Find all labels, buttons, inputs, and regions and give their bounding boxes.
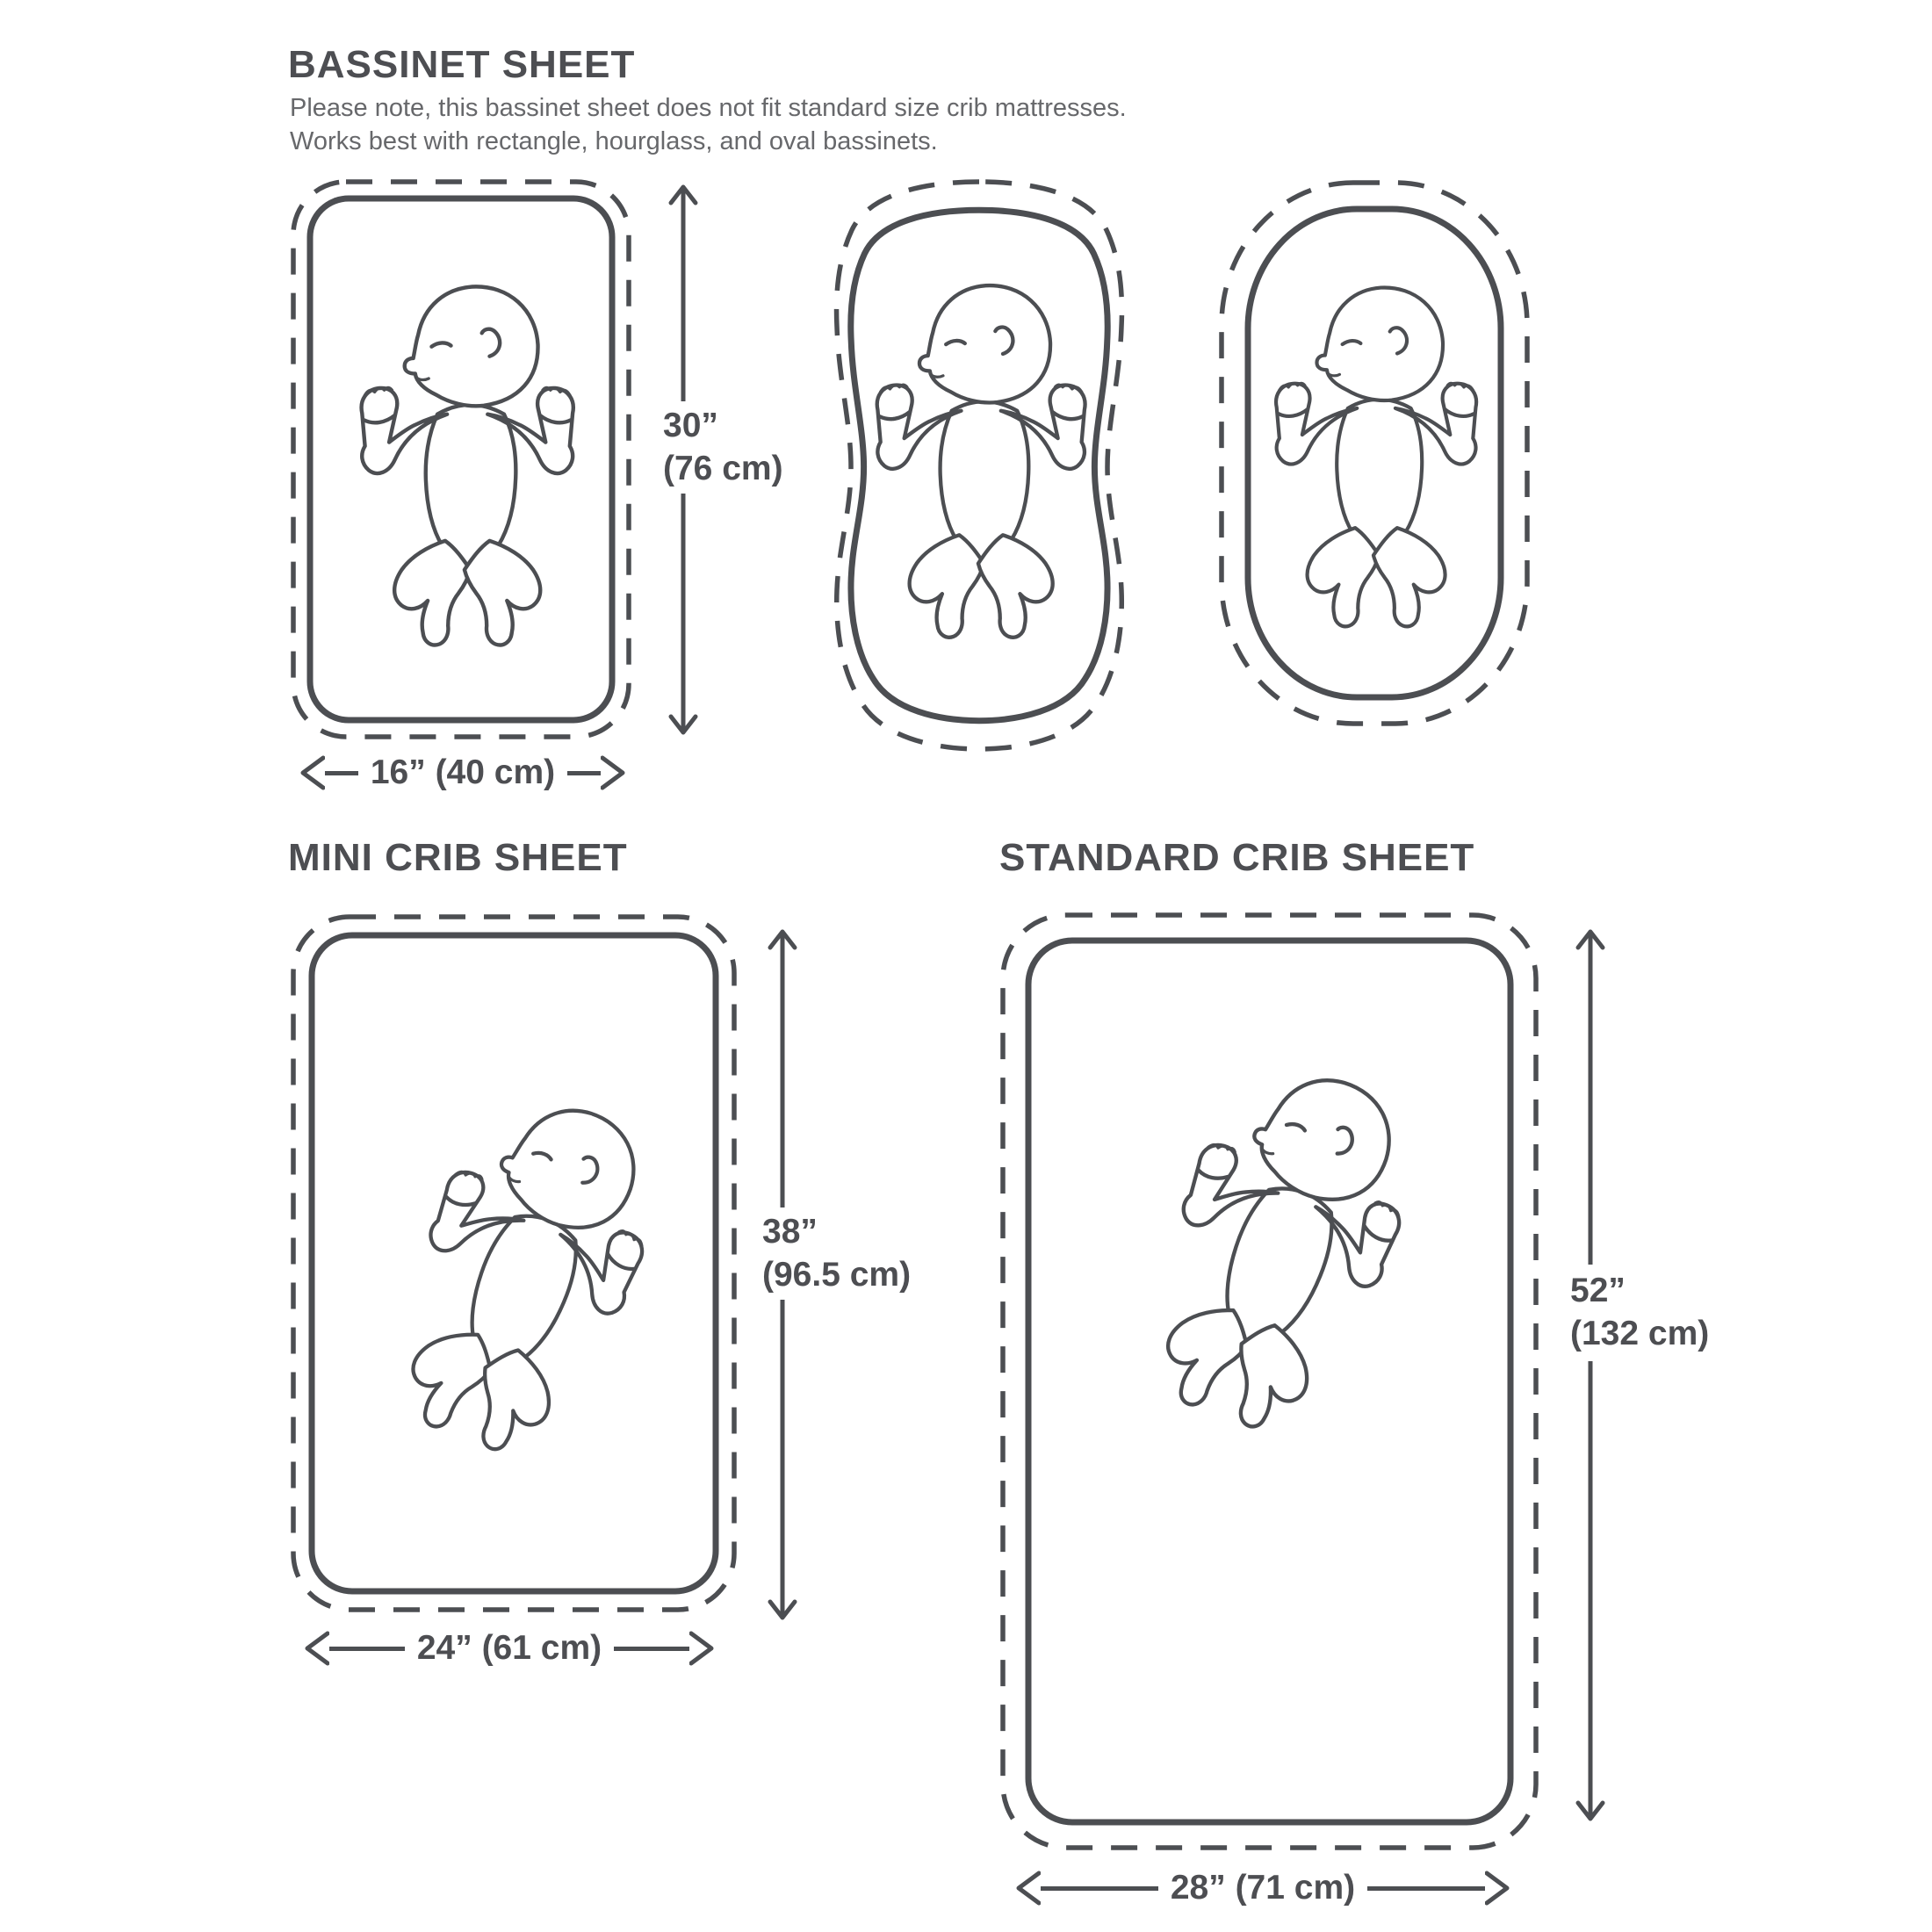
standard-crib-section-title: STANDARD CRIB SHEET — [999, 836, 1475, 879]
dimension-line — [1041, 1886, 1158, 1891]
bassinet-oval-shape — [1216, 177, 1532, 729]
bassinet-height-dimension — [663, 182, 874, 738]
standard-crib-height-dimension — [1570, 926, 1781, 1824]
dimension-down-arrow-icon — [1570, 1361, 1611, 1824]
bassinet-width-label: 16” (40 cm) — [370, 753, 556, 791]
dimension-line — [614, 1647, 689, 1651]
dimension-line — [567, 771, 601, 775]
mini-crib-shape — [290, 913, 738, 1613]
height-value: 52” — [1570, 1272, 1626, 1310]
height-metric: (132 cm) — [1570, 1315, 1710, 1352]
bassinet-section-title: BASSINET SHEET — [288, 43, 636, 86]
bassinet-note — [290, 91, 1127, 158]
bassinet-note-line2: Works best with rectangle, hourglass, and oval bassinets. — [290, 127, 938, 155]
height-value: 30” — [663, 406, 718, 444]
dimension-line — [325, 771, 358, 775]
dimension-up-arrow-icon — [1570, 926, 1611, 1265]
height-metric: (76 cm) — [663, 449, 783, 487]
baby-figure — [362, 286, 573, 645]
baby-figure — [365, 1075, 682, 1474]
baby-figure — [1276, 287, 1476, 626]
dimension-right-arrow-icon — [601, 753, 629, 793]
bassinet-note-line1: Please note, this bassinet sheet does not fit standard size crib mattresses. — [290, 94, 1127, 122]
standard-crib-width-dimension — [1013, 1868, 1513, 1908]
dimension-down-arrow-icon — [762, 1300, 803, 1623]
standard-crib-height-label — [1570, 1265, 1709, 1361]
baby-figure — [1120, 1045, 1438, 1451]
standard-crib-shape — [999, 912, 1539, 1851]
mini-crib-width-dimension — [301, 1628, 717, 1669]
dimension-left-arrow-icon — [301, 1628, 329, 1669]
dimension-left-arrow-icon — [1013, 1868, 1041, 1908]
bassinet-rectangle-shape — [290, 178, 632, 740]
dimension-line — [1367, 1886, 1485, 1891]
mini-crib-height-dimension — [762, 926, 973, 1623]
dimension-up-arrow-icon — [762, 926, 803, 1208]
baby-figure — [877, 285, 1085, 638]
bassinet-height-label — [663, 401, 783, 494]
dimension-up-arrow-icon — [663, 182, 703, 401]
standard-crib-width-label: 28” (71 cm) — [1170, 1869, 1356, 1907]
dimension-down-arrow-icon — [663, 494, 703, 738]
mini-crib-height-label — [762, 1208, 911, 1300]
dimension-left-arrow-icon — [297, 753, 325, 793]
dimension-right-arrow-icon — [689, 1628, 717, 1669]
bassinet-width-dimension — [297, 753, 629, 793]
mini-crib-section-title: MINI CRIB SHEET — [288, 836, 628, 879]
height-metric: (96.5 cm) — [762, 1255, 912, 1294]
dimension-line — [329, 1647, 405, 1651]
height-value: 38” — [762, 1212, 818, 1251]
mini-crib-width-label: 24” (61 cm) — [416, 1629, 602, 1667]
dimension-right-arrow-icon — [1485, 1868, 1513, 1908]
